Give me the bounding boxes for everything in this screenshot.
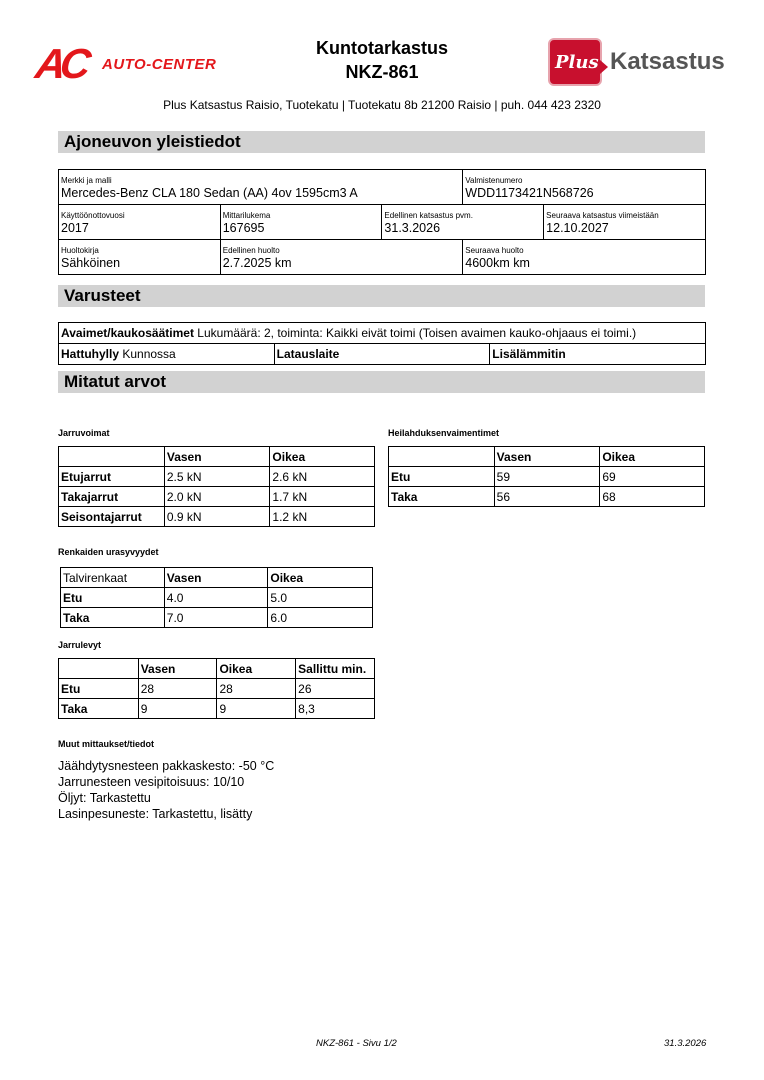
cell-value: 6.0: [268, 608, 373, 628]
other-line: Öljyt: Tarkastettu: [58, 791, 151, 805]
prev-service-label: Edellinen huolto: [222, 246, 280, 255]
plus-badge-text: Plus: [555, 52, 599, 73]
row-label: Taka: [61, 608, 165, 628]
service-book-value: Sähköinen: [61, 256, 121, 270]
ac-logo-mark: AC: [32, 40, 89, 87]
keys-value: Lukumäärä: 2, toiminta: Kaikki eivät toimi (Toisen avaimen kauko-ohjaaus ei toimi.): [197, 326, 637, 340]
cell-value: 4.0: [164, 588, 268, 608]
prev-service-value: 2.7.2025 km: [222, 256, 292, 270]
shelf-value: Kunnossa: [122, 347, 176, 361]
keys-label: Avaimet/kaukosäätimet: [61, 326, 194, 340]
prev-inspection-cell: [382, 205, 544, 240]
vin-value: WDD1173421N568726: [465, 186, 594, 200]
row-label: Seisontajarrut: [59, 507, 165, 527]
table-row: [389, 487, 705, 507]
next-service-label: Seuraava huolto: [465, 246, 524, 255]
vin-label: Valmistenumero: [465, 176, 523, 185]
cell-value: 59: [494, 467, 600, 487]
discs-title: Jarrulevyt: [58, 640, 102, 650]
year-cell: [59, 205, 221, 240]
heater-label: Lisälämmitin: [492, 347, 566, 361]
cell-value: 2.5 kN: [164, 467, 270, 487]
table-row: [61, 588, 373, 608]
table-row: [59, 679, 375, 699]
table-row: [59, 699, 375, 719]
column-header: Vasen: [494, 447, 600, 467]
plate-number: NKZ-861: [345, 62, 419, 82]
column-header: [59, 659, 139, 679]
cell-value: 8,3: [296, 699, 375, 719]
table-header-row: [59, 447, 375, 467]
make-model-value: Mercedes-Benz CLA 180 Sedan (AA) 4ov 1595cm3 A: [61, 186, 358, 200]
column-header: Sallittu min.: [296, 659, 375, 679]
cell-value: 69: [600, 467, 705, 487]
column-header: Oikea: [217, 659, 296, 679]
section-heading-measured: Mitatut arvot: [58, 371, 705, 393]
table-row: [59, 467, 375, 487]
shocks-title: Heilahduksenvaimentimet: [388, 428, 500, 438]
cell-value: 28: [217, 679, 296, 699]
tyres-title: Renkaiden urasyvyydet: [58, 547, 159, 557]
equipment-table: [58, 322, 706, 365]
service-book-label: Huoltokirja: [61, 246, 99, 255]
service-book-cell: [59, 240, 221, 275]
auto-center-logo-text: AUTO-CENTER: [102, 56, 217, 73]
table-row: [59, 487, 375, 507]
table-header-row: [61, 568, 373, 588]
other-measurements: [58, 758, 274, 822]
column-header: Oikea: [270, 447, 375, 467]
make-model-label: Merkki ja malli: [61, 176, 112, 185]
other-line: Jäähdytysnesteen pakkaskesto: -50 °C: [58, 759, 275, 773]
cell-value: 56: [494, 487, 600, 507]
cell-value: 1.7 kN: [270, 487, 375, 507]
cell-value: 26: [296, 679, 375, 699]
charger-label: Latauslaite: [276, 347, 340, 361]
document-title: Kuntotarkastus: [315, 38, 449, 58]
shelf-cell: [59, 344, 275, 365]
cell-value: 28: [138, 679, 217, 699]
row-label: Taka: [389, 487, 495, 507]
other-line: Jarrunesteen vesipitoisuus: 10/10: [58, 775, 245, 789]
odometer-value: 167695: [222, 221, 265, 235]
section-heading-general: Ajoneuvon yleistiedot: [58, 131, 705, 153]
speech-tail-icon: [600, 60, 608, 74]
column-header: Oikea: [268, 568, 373, 588]
tyre-tread-table: [60, 567, 373, 628]
prev-inspection-value: 31.3.2026: [384, 221, 441, 235]
other-title: Muut mittaukset/tiedot: [58, 739, 154, 749]
cell-value: 2.0 kN: [164, 487, 270, 507]
cell-value: 7.0: [164, 608, 268, 628]
station-address: Plus Katsastus Raisio, Tuotekatu | Tuotekatu 8b 21200 Raisio | puh. 044 423 2320: [163, 98, 601, 112]
cell-value: 2.6 kN: [270, 467, 375, 487]
row-label: Taka: [59, 699, 139, 719]
odometer-cell: [220, 205, 382, 240]
column-header: Oikea: [600, 447, 705, 467]
brake-discs-table: [58, 658, 375, 719]
make-model-cell: [59, 170, 463, 205]
shock-absorber-table: [388, 446, 705, 507]
vin-cell: [463, 170, 706, 205]
column-header: Vasen: [164, 447, 270, 467]
table-row: [59, 507, 375, 527]
cell-value: 68: [600, 487, 705, 507]
footer-date: 31.3.2026: [664, 1038, 707, 1049]
row-label: Etu: [61, 588, 165, 608]
plus-katsastus-logo: [548, 38, 728, 88]
table-row: [389, 467, 705, 487]
keys-cell: [59, 323, 706, 344]
plus-badge-icon: [548, 38, 602, 86]
cell-value: 0.9 kN: [164, 507, 270, 527]
row-label: Etu: [389, 467, 495, 487]
row-label: Etujarrut: [59, 467, 165, 487]
next-inspection-cell: [544, 205, 706, 240]
table-header-row: [59, 659, 375, 679]
odometer-label: Mittarilukema: [222, 211, 271, 220]
brakes-title: Jarruvoimat: [58, 428, 110, 438]
next-inspection-value: 12.10.2027: [546, 221, 609, 235]
section-heading-equipment: Varusteet: [58, 285, 705, 307]
footer-page: NKZ-861 - Sivu 1/2: [316, 1038, 397, 1049]
year-value: 2017: [61, 221, 89, 235]
charger-cell: [274, 344, 490, 365]
vehicle-info-table: [58, 169, 706, 275]
cell-value: 1.2 kN: [270, 507, 375, 527]
katsastus-logo-text: Katsastus: [610, 48, 725, 75]
prev-service-cell: [220, 240, 463, 275]
row-label: Etu: [59, 679, 139, 699]
cell-value: 9: [138, 699, 217, 719]
next-inspection-label: Seuraava katsastus viimeistään: [546, 211, 659, 220]
column-header: [59, 447, 165, 467]
table-header-row: [389, 447, 705, 467]
brake-force-table: [58, 446, 375, 527]
table-row: [61, 608, 373, 628]
cell-value: 5.0: [268, 588, 373, 608]
heater-cell: [490, 344, 706, 365]
column-header: Vasen: [138, 659, 217, 679]
cell-value: 9: [217, 699, 296, 719]
column-header: Vasen: [164, 568, 268, 588]
other-line: Lasinpesuneste: Tarkastettu, lisätty: [58, 807, 253, 821]
next-service-cell: [463, 240, 706, 275]
next-service-value: 4600km km: [465, 256, 530, 270]
row-label: Takajarrut: [59, 487, 165, 507]
shelf-label: Hattuhylly: [61, 347, 120, 361]
prev-inspection-label: Edellinen katsastus pvm.: [384, 211, 473, 220]
column-header: [389, 447, 495, 467]
column-header: Talvirenkaat: [61, 568, 165, 588]
year-label: Käyttöönottovuosi: [61, 211, 125, 220]
